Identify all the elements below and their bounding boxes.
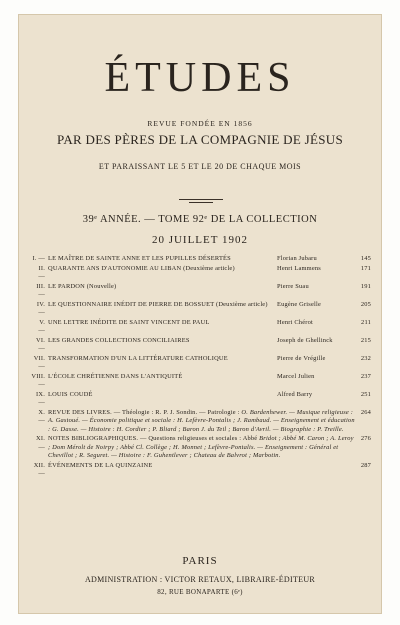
toc-title: LE MAÎTRE DE SAINTE ANNE ET LES PUPILLES DÉSERTÉS	[48, 255, 231, 262]
toc-author: Pierre Suau	[277, 282, 309, 290]
authors-line: PAR DES PÈRES DE LA COMPAGNIE DE JÉSUS	[56, 132, 344, 147]
toc-entry: II. — QUARANTE ANS D'AUTONOMIE AU LIBAN (Deuxième article) Henri Lammens 171	[38, 264, 371, 280]
notes-lead: NOTES BIBLIOGRAPHIQUES. — Questions religieuses et sociales : Abbé	[48, 435, 258, 442]
toc-page: 232	[360, 354, 371, 362]
toc-title: LE QUESTIONNAIRE INÉDIT DE PIERRE DE BOSSUET (Deuxième article)	[48, 300, 268, 308]
toc-entry: VI. — LES GRANDES COLLECTIONS CONCILIAIRES Joseph de Ghellinck 215	[36, 336, 371, 352]
divider-rule-short	[189, 202, 213, 203]
toc-author: Henri Chérot	[277, 318, 313, 326]
schedule-line: ET PARAISSANT LE 5 ET LE 20 DE CHAQUE MOIS	[98, 162, 302, 171]
founded-line: REVUE FONDÉE EN 1856	[147, 119, 253, 128]
toc-entry: III. — LE PARDON (Nouvelle) Pierre Suau 191	[36, 282, 371, 298]
toc-page: 211	[361, 318, 371, 326]
toc-page: 191	[360, 282, 371, 290]
reviews-lead: REVUE DES LIVRES. — Théologie : R. P. J. Sondin. — Patrologie :	[48, 408, 240, 416]
toc-entry: VII. — TRANSFORMATION D'UN LA LITTÉRATURE CATHOLIQUE Pierre de Vrégille 232	[33, 354, 371, 370]
imprint-address: 82, RUE BONAPARTE (6ᵉ)	[157, 588, 243, 596]
toc-title: LES GRANDES COLLECTIONS CONCILIAIRES	[48, 336, 190, 344]
table-of-contents	[31, 255, 371, 480]
toc-entry: V. — UNE LETTRE INÉDITE DE SAINT VINCENT DE PAUL Henri Chérot 211	[38, 318, 371, 334]
toc-title: LE PARDON (Nouvelle)	[48, 282, 117, 290]
toc-page: 205	[360, 300, 371, 308]
toc-title: UNE LETTRE INÉDITE DE SAINT VINCENT DE PAUL	[48, 318, 210, 326]
toc-title: ÉVÉNEMENTS DE LA QUINZAINE	[48, 461, 153, 469]
journal-title: ÉTUDES	[104, 55, 296, 101]
book-cover	[18, 14, 382, 614]
reviews-body: O. Bardenhewer. — Musique religieuse : A. Gastoué. — Économie politique et sociale : H. Lefèvre-Pontalis ; J. Rambaud. — Enseignement et éducation : G. Dasse. — Histoire : H. Cordier ; P. Bliard ; Baron J. du Teil ; Baron d'Avril. — Biographie : P. Treille.	[48, 408, 355, 433]
toc-entry: I. — LE MAÎTRE DE SAINTE ANNE ET LES PUPILLES DÉSERTÉS Florian Jubaru 145	[32, 255, 371, 262]
toc-entry: IX. — LOUIS COUDÉ Alfred Barry 251	[36, 390, 371, 406]
toc-author: Alfred Barry	[277, 390, 313, 398]
imprint-publisher: ADMINISTRATION : VICTOR RETAUX, LIBRAIRE-ÉDITEUR	[84, 575, 316, 584]
toc-page: 215	[360, 336, 371, 344]
toc-page: 251	[360, 390, 371, 398]
toc-author: Marcel Julien	[277, 372, 315, 380]
toc-entry: VIII. — L'ÉCOLE CHRÉTIENNE DANS L'ANTIQUITÉ Marcel Julien 237	[31, 372, 371, 388]
toc-entry-notes: XI. — NOTES BIBLIOGRAPHIQUES. — Questions religieuses et sociales : Abbé Bridot ; Abbé M. Caron ; A. Leroy ; Dom Mérolt de Noirpy ; Abbé Cl. Collège ; H. Monnet ; Lefèvre-Pontalis. — Enseignement : Général et Chevillot ; R. Seguret. — Histoire : F. Guhentlever ; Chateau de Balvrot ; Marbotin. 276	[36, 435, 371, 459]
toc-entry-events: XII. — ÉVÉNEMENTS DE LA QUINZAINE 287	[33, 461, 371, 477]
notes-body: Bridot ; Abbé M. Caron ; A. Leroy ; Dom Mérolt de Noirpy ; Abbé Cl. Collège ; H. Monnet ; Lefèvre-Pontalis. — Enseignement : Général et Chevillot ; R. Seguret. — Histoire : F. Guhentlever ; Chateau de Balvrot ; Marbotin.	[48, 435, 354, 459]
toc-author: Eugène Griselle	[277, 300, 321, 308]
toc-title: L'ÉCOLE CHRÉTIENNE DANS L'ANTIQUITÉ	[48, 372, 183, 380]
volume-line: 39ᵉ ANNÉE. — TOME 92ᵉ DE LA COLLECTION	[82, 214, 318, 225]
toc-entry-reviews: X. — REVUE DES LIVRES. — Théologie : R. P. J. Sondin. — Patrologie : O. Bardenhewer. — Musique religieuse : A. Gastoué. — Économie politique et sociale : H. Lefèvre-Pontalis ; J. Rambaud. — Enseignement et éducation : G. Dasse. — Histoire : H. Cordier ; P. Bliard ; Baron J. du Teil ; Baron d'Avril. — Biographie : P. Treille. 264	[38, 408, 371, 433]
toc-page: 276	[360, 435, 371, 442]
toc-entry: IV. — LE QUESTIONNAIRE INÉDIT DE PIERRE DE BOSSUET (Deuxième article) Eugène Griselle 205	[36, 300, 371, 316]
toc-title: QUARANTE ANS D'AUTONOMIE AU LIBAN (Deuxième article)	[48, 264, 235, 272]
toc-title: TRANSFORMATION D'UN LA LITTÉRATURE CATHOLIQUE	[48, 354, 228, 362]
toc-page: 237	[360, 372, 371, 380]
divider-rule	[179, 199, 223, 200]
toc-author: Henri Lammens	[277, 264, 321, 272]
toc-title: LOUIS COUDÉ	[48, 390, 93, 398]
toc-author: Joseph de Ghellinck	[277, 336, 333, 344]
toc-page: 287	[360, 461, 371, 469]
toc-page: 171	[360, 264, 371, 272]
toc-author: Pierre de Vrégille	[277, 354, 326, 362]
issue-date: 20 JUILLET 1902	[151, 234, 249, 246]
toc-page: 264	[360, 408, 371, 416]
toc-page: 145	[360, 255, 371, 262]
toc-author: Florian Jubaru	[277, 255, 317, 262]
imprint-city: PARIS	[182, 555, 218, 567]
